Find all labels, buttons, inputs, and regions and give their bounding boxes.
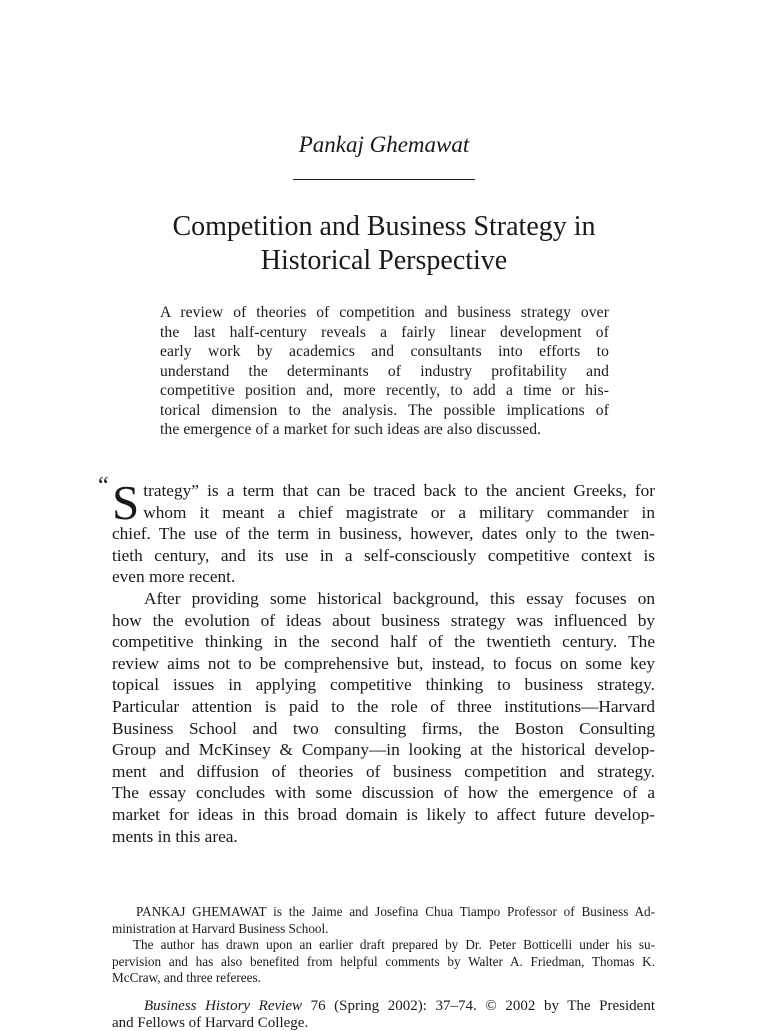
footnotes xyxy=(112,904,655,987)
body-line: After providing some historical background, this essay focuses on xyxy=(112,588,655,610)
title-divider xyxy=(293,179,475,180)
body-line: chief. The use of the term in business, however, dates only to the twen- xyxy=(112,523,655,545)
body-line: Group and McKinsey & Company—in looking at the historical develop- xyxy=(112,739,655,761)
journal-name: Business History Review xyxy=(144,998,302,1014)
citation-details: 76 (Spring 2002): 37–74. © 2002 by The President xyxy=(302,998,655,1014)
footnote-line: ministration at Harvard Business School. xyxy=(112,921,655,938)
body-line: ment and diffusion of theories of business competition and strategy. xyxy=(112,761,655,783)
title-line-2: Historical Perspective xyxy=(130,244,638,278)
abstract-line: the last half-century reveals a fairly linear development of xyxy=(160,323,609,343)
body-line: Business School and two consulting firms, the Boston Consulting xyxy=(112,718,655,740)
body-line: competitive thinking in the second half of the twentieth century. The xyxy=(112,631,655,653)
author-name: Pankaj Ghemawat xyxy=(0,131,768,159)
citation-line xyxy=(112,998,655,1015)
body-line: topical issues in applying competitive thinking to business strategy. xyxy=(112,674,655,696)
body-line: ments in this area. xyxy=(112,826,655,848)
body-line: Particular attention is paid to the role of three institutions—Harvard xyxy=(112,696,655,718)
footnote-line: The author has drawn upon an earlier draft prepared by Dr. Peter Botticelli under his su- xyxy=(112,937,655,954)
citation-line: and Fellows of Harvard College. xyxy=(112,1015,655,1031)
body-line: tieth century, and its use in a self-consciously competitive context is xyxy=(112,545,655,567)
body-line: market for ideas in this broad domain is likely to affect future develop- xyxy=(112,804,655,826)
opening-quote-mark: “ xyxy=(98,474,109,498)
article-title xyxy=(130,210,638,278)
abstract-line: competitive position and, more recently, to add a time or his- xyxy=(160,381,609,401)
footnote-line: PANKAJ GHEMAWAT is the Jaime and Josefina Chua Tiampo Professor of Business Ad- xyxy=(112,904,655,921)
abstract-line: understand the determinants of industry profitability and xyxy=(160,362,609,382)
abstract-line: torical dimension to the analysis. The possible implications of xyxy=(160,401,609,421)
paragraph-2 xyxy=(112,588,655,847)
body-line: review aims not to be comprehensive but, instead, to focus on some key xyxy=(112,653,655,675)
abstract xyxy=(160,303,609,440)
abstract-line: A review of theories of competition and business strategy over xyxy=(160,303,609,323)
drop-cap: S xyxy=(112,483,139,523)
footnote-line: pervision and has also benefited from helpful comments by Walter A. Friedman, Thomas K. xyxy=(112,954,655,971)
body-line: whom it meant a chief magistrate or a military commander in xyxy=(112,502,655,524)
body-line: even more recent. xyxy=(112,566,655,588)
footnote-line: McCraw, and three referees. xyxy=(112,970,655,987)
abstract-line: the emergence of a market for such ideas are also discussed. xyxy=(160,420,609,440)
title-line-1: Competition and Business Strategy in xyxy=(130,210,638,244)
abstract-line: early work by academics and consultants into efforts to xyxy=(160,342,609,362)
body-line: trategy” is a term that can be traced back to the ancient Greeks, for xyxy=(112,480,655,502)
body-text xyxy=(112,480,655,847)
body-line: The essay concludes with some discussion of how the emergence of a xyxy=(112,782,655,804)
body-line: how the evolution of ideas about business strategy was influenced by xyxy=(112,610,655,632)
paragraph-1 xyxy=(112,480,655,588)
journal-citation xyxy=(112,998,655,1031)
